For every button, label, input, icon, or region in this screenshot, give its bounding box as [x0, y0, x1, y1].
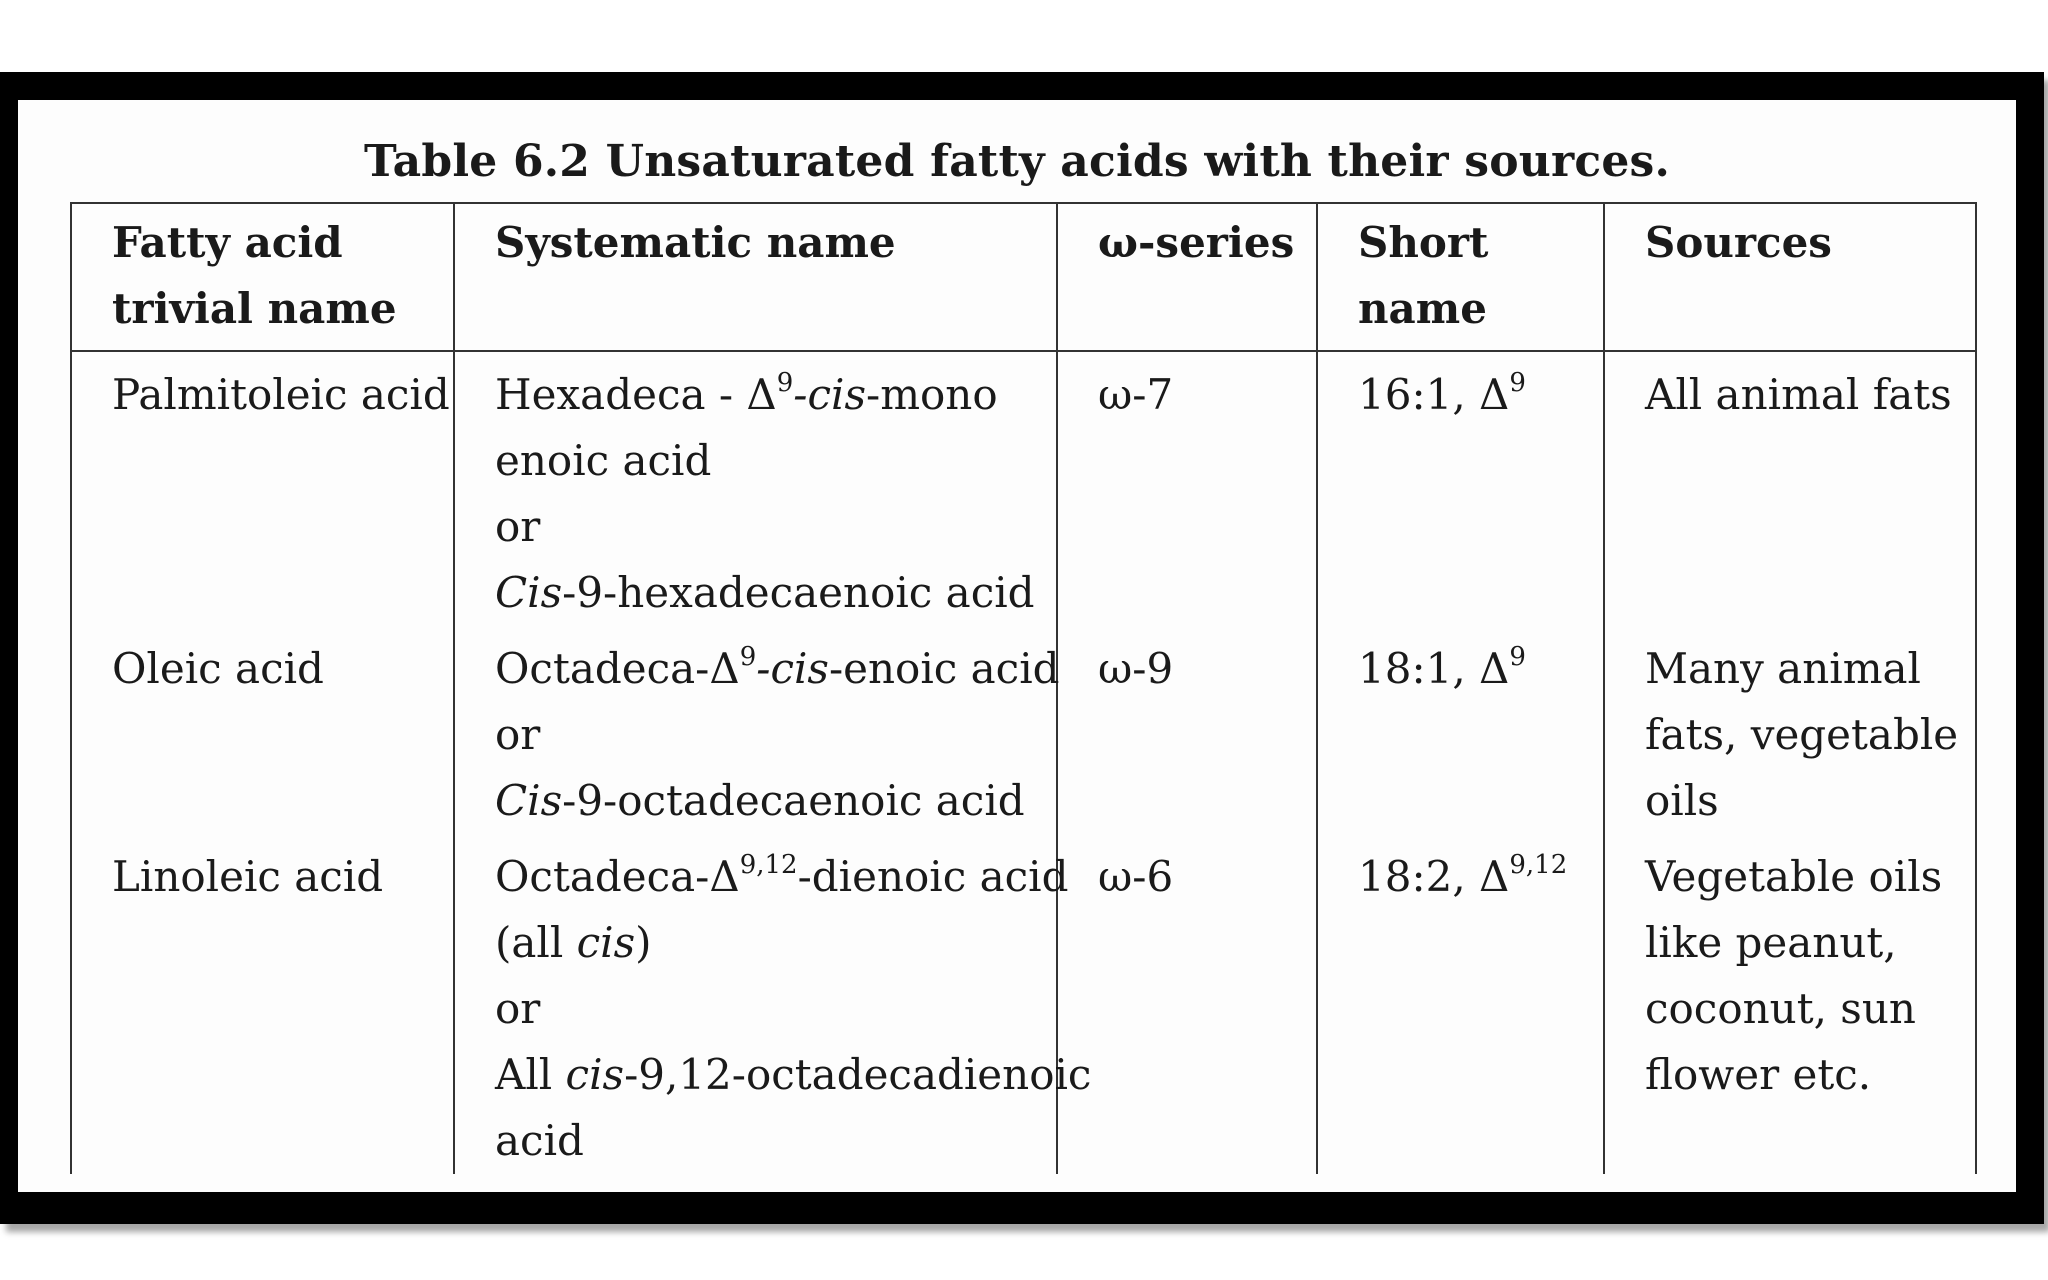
header-omega-series: ω-series — [1057, 203, 1317, 351]
table-frame — [0, 72, 2044, 1224]
header-trivial-name: Fatty acid trivial name — [71, 203, 454, 351]
cell-systematic-name: Octadeca-$\Delta^{9,12}$-dienoic acid (all cis) or All cis-9,12-octadecadienoic acid — [454, 834, 1057, 1174]
cell-systematic-name: Octadeca-$\Delta^9-cis$-enoic acid or Cis-9-octadecaenoic acid — [454, 626, 1057, 834]
table-row — [71, 834, 1976, 1174]
cell-omega-series: ω-7 — [1057, 351, 1317, 626]
cell-short-name: 18:1, $\Delta^9$ — [1317, 626, 1604, 834]
cell-trivial-name: Palmitoleic acid — [71, 351, 454, 626]
cell-short-name: 16:1, $\Delta^9$ — [1317, 351, 1604, 626]
table-row — [71, 626, 1976, 834]
cell-omega-series: ω-9 — [1057, 626, 1317, 834]
header-short-name: Short name — [1317, 203, 1604, 351]
cell-sources: All animal fats — [1604, 351, 1976, 626]
fatty-acids-table — [70, 202, 1977, 1174]
table-title: Table 6.2 Unsaturated fatty acids with their sources. — [363, 136, 1671, 187]
table-header-row — [71, 203, 1976, 351]
cell-trivial-name: Linoleic acid — [71, 834, 454, 1174]
cell-omega-series: ω-6 — [1057, 834, 1317, 1174]
header-systematic-name: Systematic name — [454, 203, 1057, 351]
table-row — [71, 351, 1976, 626]
cell-trivial-name: Oleic acid — [71, 626, 454, 834]
cell-sources: Vegetable oils like peanut, coconut, sun flower etc. — [1604, 834, 1976, 1174]
cell-systematic-name: Hexadeca - $\Delta^9-cis$-mono enoic acid or Cis-9-hexadecaenoic acid — [454, 351, 1057, 626]
header-sources: Sources — [1604, 203, 1976, 351]
cell-short-name: 18:2, Δ$^{9,12}$ — [1317, 834, 1604, 1174]
cell-sources: Many animal fats, vegetable oils — [1604, 626, 1976, 834]
